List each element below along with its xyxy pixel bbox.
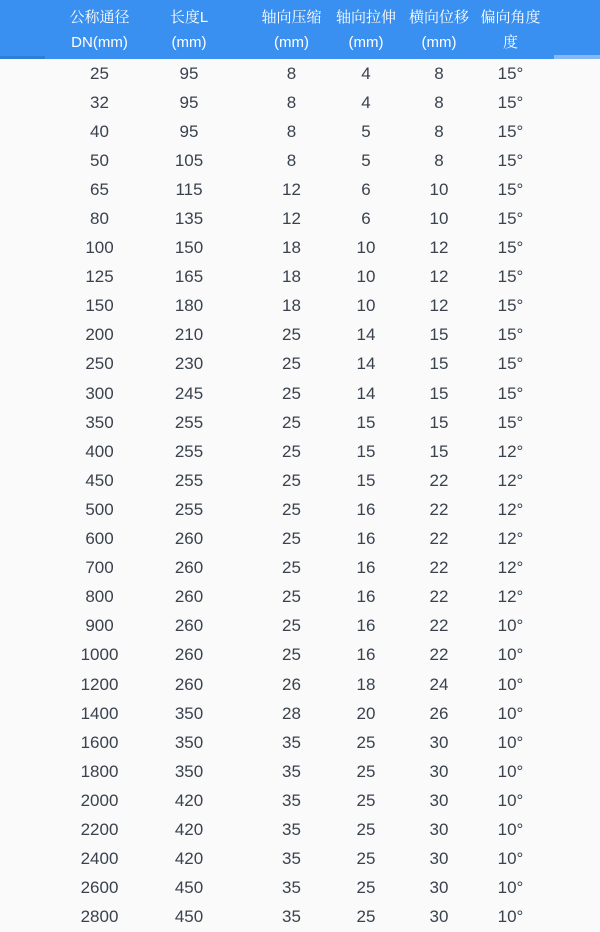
table-row [0,408,600,437]
column-header-compression [240,0,329,59]
table-header-row [0,0,600,59]
table-cell-compression: 25 [282,529,301,549]
table-cell-lateral: 15 [429,412,449,432]
table-cell-angle: 12° [497,529,524,549]
column-header-extension-line2: (mm) [348,33,384,51]
table-cell-dn: 450 [85,470,114,490]
header-edge-light [554,55,600,59]
table-row [0,292,600,321]
table-cell-dn: 200 [85,325,114,345]
table-cell-extension: 15 [356,470,376,490]
table-cell-angle: 10° [497,732,524,752]
column-header-angle [475,0,600,59]
table-cell-length: 260 [174,558,204,578]
table-cell-angle: 10° [497,645,524,665]
table-cell-compression: 35 [282,790,301,810]
table-row [0,437,600,466]
table-cell-compression: 35 [282,819,301,839]
table-cell-lateral: 30 [429,819,449,839]
table-cell-length: 165 [174,267,204,287]
table-cell-lateral: 12 [429,238,449,258]
table-cell-dn: 250 [85,354,114,374]
table-cell-angle: 10° [497,703,524,723]
table-cell-compression: 8 [286,150,297,170]
table-cell-dn: 1200 [80,674,119,694]
table-cell-compression: 18 [282,267,301,287]
table-cell-dn: 65 [90,179,109,199]
table-cell-dn: 400 [85,441,114,461]
column-header-extension-line1: 轴向拉伸 [335,8,396,26]
table-row [0,903,600,932]
table-cell-lateral: 8 [434,63,444,83]
column-header-dn-line2: DN(mm) [71,33,128,51]
table-cell-angle: 10° [497,849,524,869]
table-cell-angle: 12° [497,499,524,519]
table-cell-compression: 35 [282,907,301,927]
table-cell-extension: 10 [356,267,376,287]
table-cell-length: 95 [179,63,199,83]
table-cell-angle: 12° [497,558,524,578]
table-cell-lateral: 22 [429,529,449,549]
table-cell-length: 180 [174,296,204,316]
table-cell-lateral: 22 [429,470,449,490]
table-cell-extension: 4 [361,63,371,83]
table-row [0,728,600,757]
table-cell-lateral: 26 [429,703,449,723]
column-header-angle-line2: 度 [502,33,518,51]
table-cell-angle: 15° [497,179,524,199]
table-cell-extension: 25 [356,878,376,898]
table-cell-dn: 1000 [80,645,119,665]
table-cell-lateral: 30 [429,790,449,810]
table-cell-angle: 15° [497,267,524,287]
table-cell-dn: 50 [90,150,109,170]
table-cell-compression: 35 [282,761,301,781]
table-cell-length: 95 [179,92,199,112]
table-cell-extension: 25 [356,819,376,839]
table-cell-lateral: 8 [434,150,444,170]
table-cell-compression: 35 [282,732,301,752]
column-header-lateral-line2: (mm) [421,33,457,51]
table-cell-angle: 15° [497,121,524,141]
table-cell-extension: 5 [361,150,371,170]
table-cell-compression: 8 [286,92,297,112]
table-row [0,88,600,117]
table-cell-lateral: 22 [429,499,449,519]
table-cell-angle: 15° [497,325,524,345]
column-header-compression-line2: (mm) [274,33,309,51]
table-cell-dn: 150 [85,296,114,316]
table-row [0,146,600,175]
table-row [0,175,600,204]
table-cell-compression: 18 [282,238,301,258]
table-cell-angle: 10° [497,761,524,781]
table-cell-extension: 5 [361,121,371,141]
table-cell-compression: 25 [282,645,301,665]
table-cell-dn: 350 [85,412,114,432]
table-cell-compression: 25 [282,587,301,607]
table-cell-extension: 14 [356,383,376,403]
column-header-length [144,0,240,59]
table-cell-length: 450 [174,907,204,927]
table-cell-dn: 1800 [80,761,119,781]
table-cell-dn: 800 [85,587,114,607]
table-cell-dn: 25 [90,63,109,83]
table-cell-dn: 500 [85,499,114,519]
column-header-lateral [403,0,475,59]
table-row [0,321,600,350]
table-cell-angle: 10° [497,819,524,839]
table-cell-dn: 32 [90,92,109,112]
table-cell-length: 115 [175,179,203,199]
table-cell-angle: 10° [497,616,524,636]
table-cell-dn: 2000 [80,790,119,810]
table-cell-dn: 100 [85,238,114,258]
table-cell-angle: 15° [497,150,524,170]
table-cell-lateral: 22 [429,616,449,636]
table-cell-length: 255 [174,412,204,432]
table-cell-lateral: 30 [429,878,449,898]
table-cell-extension: 18 [356,674,376,694]
table-cell-angle: 15° [497,412,524,432]
table-cell-length: 150 [174,238,204,258]
table-cell-dn: 900 [85,616,114,636]
table-header [0,0,600,59]
table-cell-length: 95 [179,121,199,141]
table-cell-lateral: 12 [429,296,449,316]
table-cell-dn: 2200 [80,819,119,839]
table-row [0,495,600,524]
table-cell-angle: 10° [497,674,524,694]
table-cell-compression: 25 [282,616,301,636]
table-cell-length: 260 [174,674,204,694]
table-row [0,263,600,292]
table-cell-extension: 16 [356,645,376,665]
column-header-lateral-line1: 横向位移 [408,8,469,26]
table-cell-length: 260 [174,587,204,607]
table-cell-length: 260 [174,616,204,636]
table-cell-length: 350 [174,732,204,752]
table-cell-length: 420 [174,849,204,869]
column-header-length-line2: (mm) [171,33,207,51]
table-cell-compression: 25 [282,499,301,519]
table-cell-length: 210 [174,325,204,345]
table-cell-extension: 25 [356,761,376,781]
table-cell-extension: 15 [356,412,376,432]
table-row [0,845,600,874]
table-cell-angle: 15° [497,63,524,83]
table-cell-lateral: 15 [429,441,449,461]
column-header-dn-line1: 公称通径 [69,8,130,26]
table-cell-extension: 25 [356,849,376,869]
table-cell-compression: 25 [282,412,301,432]
table-cell-extension: 10 [356,296,376,316]
table-cell-angle: 15° [497,209,524,229]
table-cell-dn: 40 [90,121,109,141]
table-cell-dn: 2800 [80,907,119,927]
table-cell-length: 230 [174,354,204,374]
table-cell-length: 245 [174,383,204,403]
table-cell-extension: 14 [356,354,376,374]
table-cell-lateral: 15 [429,383,449,403]
table-row [0,786,600,815]
table-cell-length: 420 [174,790,204,810]
table-cell-lateral: 8 [434,92,444,112]
table-cell-compression: 25 [282,354,301,374]
column-header-length-line1: 长度L [169,8,209,26]
table-cell-lateral: 10 [429,179,449,199]
header-edge-dark [0,56,45,59]
table-cell-dn: 300 [85,383,114,403]
table-cell-angle: 15° [497,92,524,112]
table-cell-angle: 10° [497,907,524,927]
table-cell-dn: 1400 [80,703,119,723]
table-cell-length: 260 [174,529,204,549]
table-row [0,699,600,728]
table-cell-extension: 6 [361,179,371,199]
table-body [0,59,600,932]
table-row [0,612,600,641]
table-row [0,234,600,263]
table-cell-extension: 25 [356,907,376,927]
table-cell-dn: 700 [85,558,114,578]
table-cell-lateral: 15 [429,325,449,345]
table-cell-compression: 18 [282,296,301,316]
table-row [0,815,600,844]
table-cell-compression: 25 [282,383,301,403]
column-header-dn [0,0,144,59]
table-cell-length: 255 [174,470,204,490]
table-cell-lateral: 30 [429,907,449,927]
table-cell-angle: 15° [497,354,524,374]
table-cell-extension: 20 [356,703,376,723]
table-cell-compression: 35 [282,849,301,869]
table-cell-lateral: 22 [429,587,449,607]
table-cell-extension: 16 [356,558,376,578]
table-cell-length: 350 [174,703,204,723]
table-cell-angle: 15° [497,296,524,316]
table-cell-extension: 16 [356,616,376,636]
table-cell-dn: 2600 [80,878,119,898]
table-cell-compression: 25 [282,441,301,461]
table-row [0,59,600,88]
table-cell-lateral: 24 [429,674,449,694]
table-row [0,670,600,699]
table-row [0,204,600,233]
table-cell-length: 450 [174,878,204,898]
table-cell-lateral: 10 [429,209,449,229]
table-cell-extension: 4 [361,92,371,112]
table-cell-extension: 25 [356,790,376,810]
table-row [0,350,600,379]
column-header-angle-line1: 偏向角度 [480,8,541,26]
column-header-extension [329,0,403,59]
table-cell-compression: 8 [286,121,297,141]
table-cell-compression: 12 [282,209,301,229]
table-cell-extension: 15 [356,441,376,461]
table-cell-lateral: 8 [434,121,444,141]
table-cell-compression: 25 [282,470,301,490]
table-cell-dn: 1600 [80,732,119,752]
table-row [0,466,600,495]
table-cell-lateral: 30 [429,849,449,869]
table-cell-lateral: 12 [429,267,449,287]
table-cell-length: 105 [174,150,204,170]
table-cell-angle: 15° [497,238,524,258]
table-cell-compression: 35 [282,878,301,898]
table-cell-angle: 12° [497,470,524,490]
table-row [0,117,600,146]
table-cell-length: 255 [174,441,204,461]
table-cell-angle: 10° [497,878,524,898]
table-cell-compression: 12 [282,179,301,199]
table-cell-dn: 125 [85,267,114,287]
table-row [0,874,600,903]
table-row [0,583,600,612]
table-cell-extension: 16 [356,499,376,519]
table-cell-extension: 14 [356,325,376,345]
table-cell-length: 135 [174,209,204,229]
table-row [0,757,600,786]
table-row [0,641,600,670]
table-cell-angle: 10° [497,790,524,810]
column-header-compression-line1: 轴向压缩 [261,8,322,26]
table-cell-lateral: 22 [429,558,449,578]
table-cell-dn: 80 [90,209,109,229]
table-row [0,379,600,408]
table-cell-dn: 600 [85,529,114,549]
table-cell-length: 260 [174,645,204,665]
table-cell-compression: 25 [282,558,301,578]
table-cell-lateral: 22 [429,645,449,665]
table-cell-extension: 16 [356,529,376,549]
table-cell-lateral: 30 [429,732,449,752]
table-cell-angle: 12° [497,441,524,461]
table-cell-compression: 25 [282,325,301,345]
table-cell-compression: 8 [286,63,297,83]
table-cell-length: 420 [174,819,204,839]
table-cell-compression: 28 [282,703,301,723]
table-cell-angle: 15° [497,383,524,403]
table-cell-extension: 10 [356,238,376,258]
table-cell-length: 350 [174,761,204,781]
table-cell-lateral: 15 [429,354,449,374]
table-cell-angle: 12° [497,587,524,607]
table-cell-dn: 2400 [80,849,119,869]
table-cell-compression: 26 [282,674,301,694]
table-cell-length: 255 [174,499,204,519]
table-row [0,554,600,583]
table-cell-extension: 25 [356,732,376,752]
table-cell-lateral: 30 [429,761,449,781]
table-row [0,525,600,554]
table-cell-extension: 6 [361,209,371,229]
table-cell-extension: 16 [356,587,376,607]
